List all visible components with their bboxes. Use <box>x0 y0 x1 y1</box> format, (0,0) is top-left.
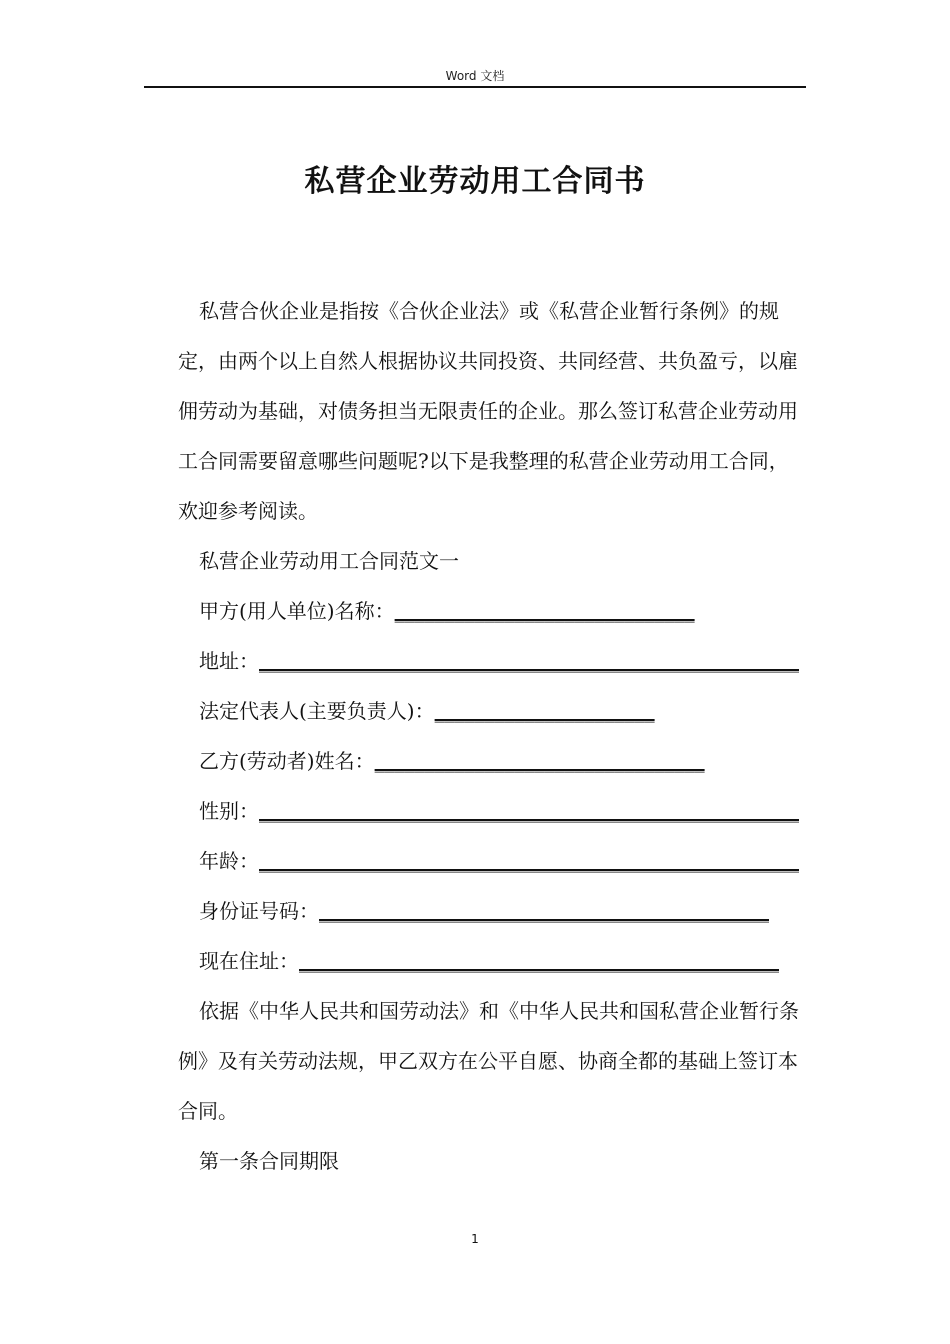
field-gender <box>178 786 806 836</box>
field-legal-representative <box>178 686 806 736</box>
fill-blank[interactable]: _____________________________________________ <box>319 899 769 923</box>
fill-blank[interactable]: _________________________________ <box>374 749 705 773</box>
field-label: 性别： <box>199 799 259 823</box>
field-label: 年龄： <box>199 849 259 873</box>
fill-blank[interactable]: ______________________ <box>434 699 655 723</box>
basis-paragraph: 依据《中华人民共和国劳动法》和《中华人民共和国私营企业暂行条例》及有关劳动法规，甲乙双方在公平自愿、协商全都的基础上签订本合同。 <box>178 999 799 1123</box>
fill-blank[interactable]: ______________________________ <box>394 599 695 623</box>
field-label: 地址： <box>199 649 259 673</box>
field-age <box>178 836 806 886</box>
field-id-number <box>178 886 806 936</box>
header-divider <box>144 86 806 88</box>
field-current-address <box>178 936 806 986</box>
intro-paragraph: 私营合伙企业是指按《合伙企业法》或《私营企业暂行条例》的规定，由两个以上自然人根据协议共同投资、共同经营、共负盈亏，以雇佣劳动为基础，对债务担当无限责任的企业。那么签订私营企业劳动用工合同需要留意哪些问题呢?以下是我整理的私营企业劳动用工合同，欢迎参考阅读。 <box>178 299 798 523</box>
field-label: 法定代表人(主要负责人)： <box>199 699 435 723</box>
field-label: 身份证号码： <box>199 899 319 923</box>
page-header: Word 文档 <box>445 69 505 83</box>
field-label: 甲方(用人单位)名称： <box>199 599 395 623</box>
field-address <box>178 636 806 686</box>
fill-blank[interactable]: ________________________________________________ <box>299 949 779 973</box>
page-number: 1 <box>471 1232 479 1246</box>
field-label: 乙方(劳动者)姓名： <box>199 749 375 773</box>
fill-blank[interactable]: ______________________________________________________ <box>259 799 799 823</box>
fill-blank[interactable]: ______________________________________________________ <box>259 849 799 873</box>
field-party-b-name <box>178 736 806 786</box>
section-heading: 私营企业劳动用工合同范文一 <box>199 549 459 573</box>
field-party-a-name <box>178 586 806 636</box>
document-title: 私营企业劳动用工合同书 <box>304 164 646 199</box>
article-heading: 第一条合同期限 <box>199 1149 339 1173</box>
document-body <box>178 286 806 1186</box>
fill-blank[interactable]: ______________________________________________________ <box>259 649 799 673</box>
field-label: 现在住址： <box>199 949 299 973</box>
